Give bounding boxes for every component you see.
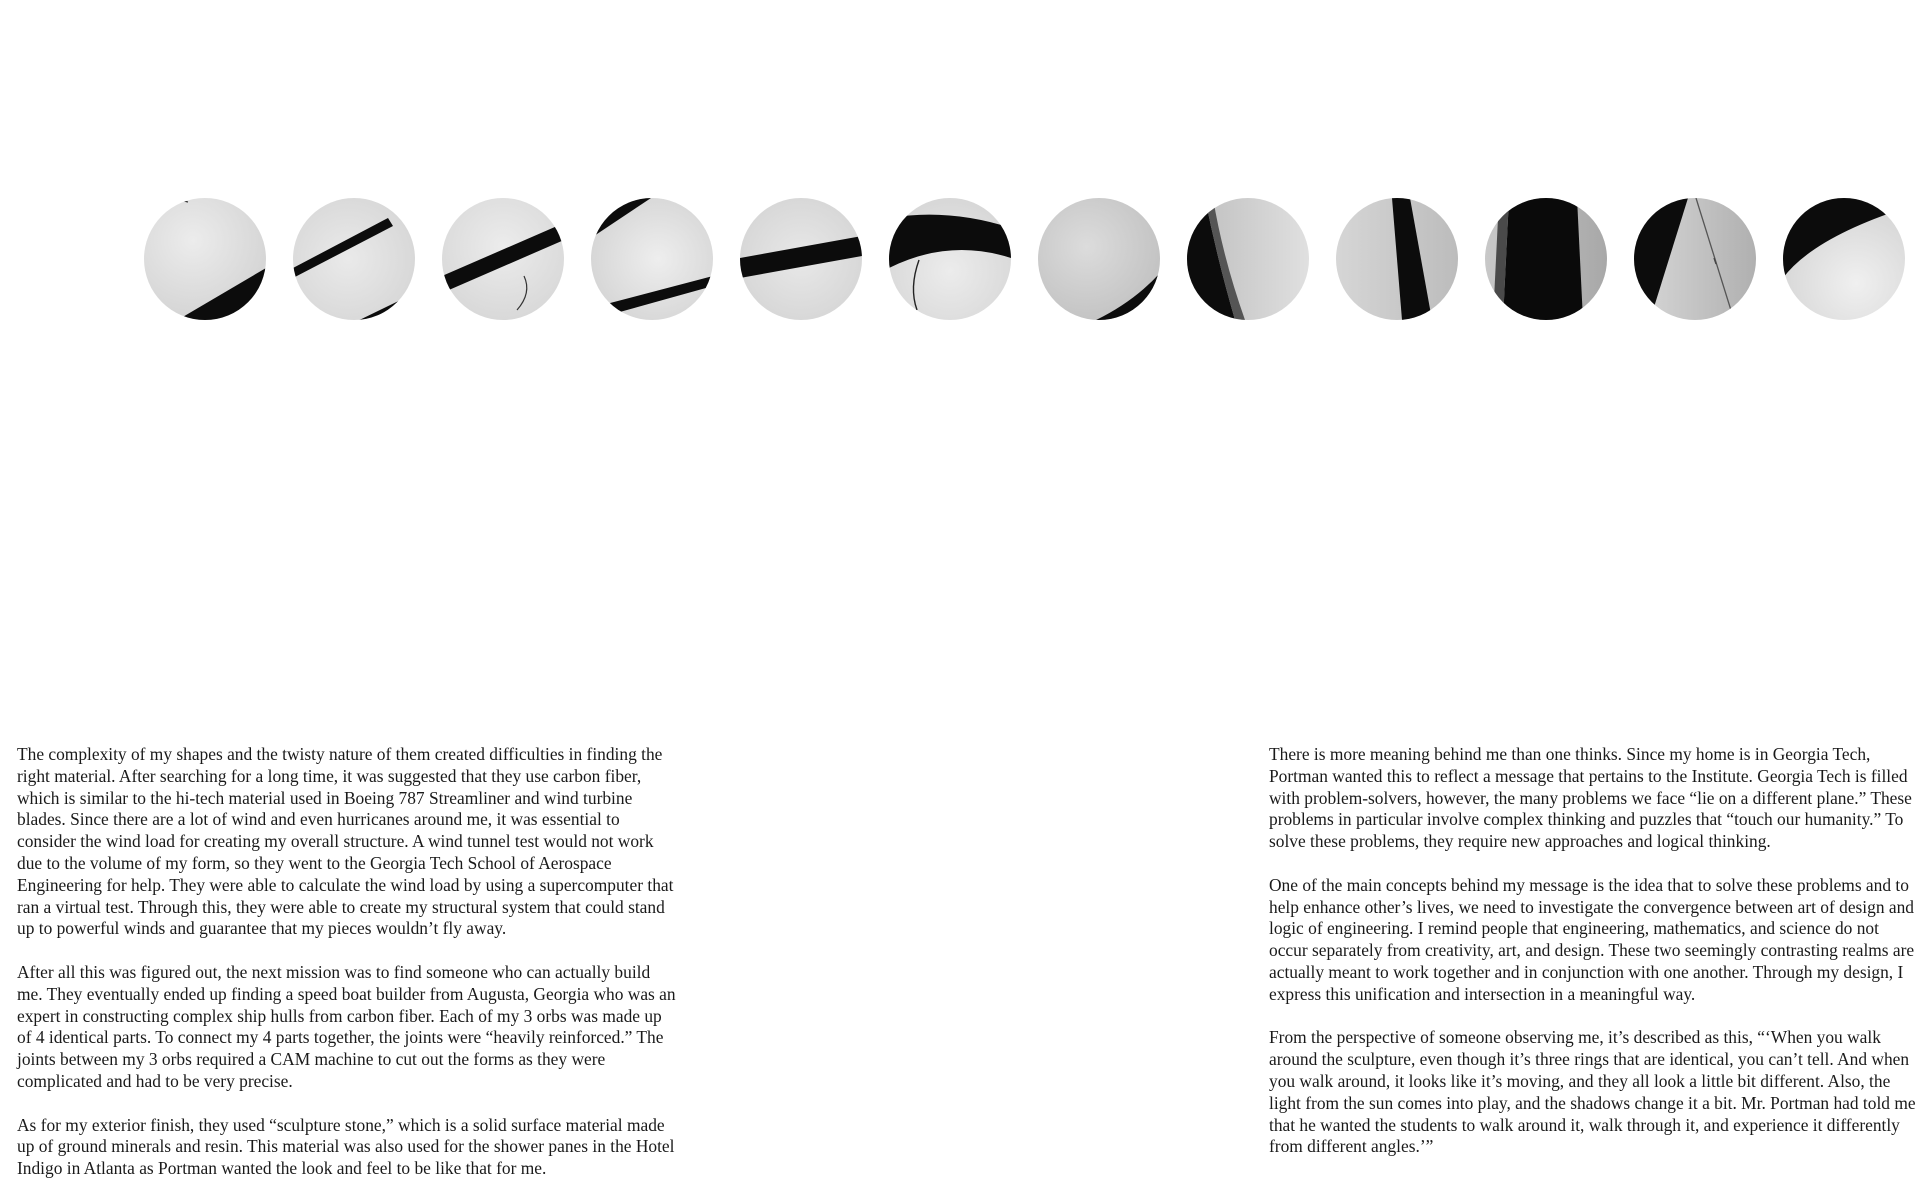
sculpture-photo-circle [442, 198, 564, 320]
body-paragraph: From the perspective of someone observing me, it’s described as this, “‘When you walk around the sculpture, even though it’s three rings that are identical, you can’t tell. And when you walk around, it looks like it’s moving, and they all look a little bit different. Also, the light from the sun comes into play, and the shadows change it a bit. Mr. Portman had told me that he wanted the students to walk around it, walk through it, and experience it differently from different angles.’” [1269, 1027, 1916, 1157]
body-paragraph: As for my exterior finish, they used “sculpture stone,” which is a solid surface material made up of ground minerals and resin. This material was also used for the shower panes in the Hotel Indigo in Atlanta as Portman wanted the look and feel to be like that for me. [17, 1114, 675, 1179]
sculpture-photo-circle [293, 198, 415, 320]
sculpture-photo-circle [144, 198, 266, 320]
sculpture-photo-circle [1485, 198, 1607, 320]
photo-strip [144, 198, 1898, 320]
sculpture-photo-circle [1336, 198, 1458, 320]
sculpture-photo-circle [889, 198, 1011, 320]
body-paragraph: After all this was figured out, the next mission was to find someone who can actually build me. They eventually ended up finding a speed boat builder from Augusta, Georgia who was an expert in constructing complex ship hulls from carbon fiber. Each of my 3 orbs was made up of 4 identical parts. To connect my 4 parts together, the joints were “heavily reinforced.” The joints between my 3 orbs required a CAM machine to cut out the forms as they were complicated and had to be very precise. [17, 961, 676, 1091]
body-paragraph: One of the main concepts behind my message is the idea that to solve these problems and to help enhance other’s lives, we need to investigate the convergence between art of design and logic of engineering. I remind people that engineering, mathematics, and science do not occur separately from creativity, art, and design. These two seemingly contrasting realms are actually meant to work together and in conjunction with one another. Through my design, I express this unification and intersection in a meaningful way. [1269, 874, 1915, 1004]
body-paragraph: The complexity of my shapes and the twisty nature of them created difficulties in finding the right material. After searching for a long time, it was suggested that they use carbon fiber, which is similar to the hi-tech material used in Boeing 787 Streamliner and wind turbine blades. Since there are a lot of wind and even hurricanes around me, it was essential to consider the wind load for creating my overall structure. A wind tunnel test would not work due to the volume of my form, so they went to the Georgia Tech School of Aerospace Engineering for help. They were able to calculate the wind load by using a supercomputer that ran a virtual test. Through this, they were able to create my structural system that could stand up to powerful winds and guarantee that my pieces wouldn’t fly away. [17, 744, 674, 939]
sculpture-photo-circle [1634, 198, 1756, 320]
sculpture-photo-circle [740, 198, 862, 320]
sculpture-photo-circle [1038, 198, 1160, 320]
right-text-column [1269, 744, 1919, 1180]
body-paragraph: There is more meaning behind me than one thinks. Since my home is in Georgia Tech, Portman wanted this to reflect a message that pertains to the Institute. Georgia Tech is filled with problem-solvers, however, the many problems we face “lie on a different plane.” These problems in particular involve complex thinking and puzzles that “touch our humanity.” To solve these problems, they require new approaches and logical thinking. [1269, 744, 1912, 852]
left-text-column [17, 744, 677, 1202]
sculpture-photo-circle [1783, 198, 1905, 320]
sculpture-photo-circle [591, 198, 713, 320]
sculpture-photo-circle [1187, 198, 1309, 320]
